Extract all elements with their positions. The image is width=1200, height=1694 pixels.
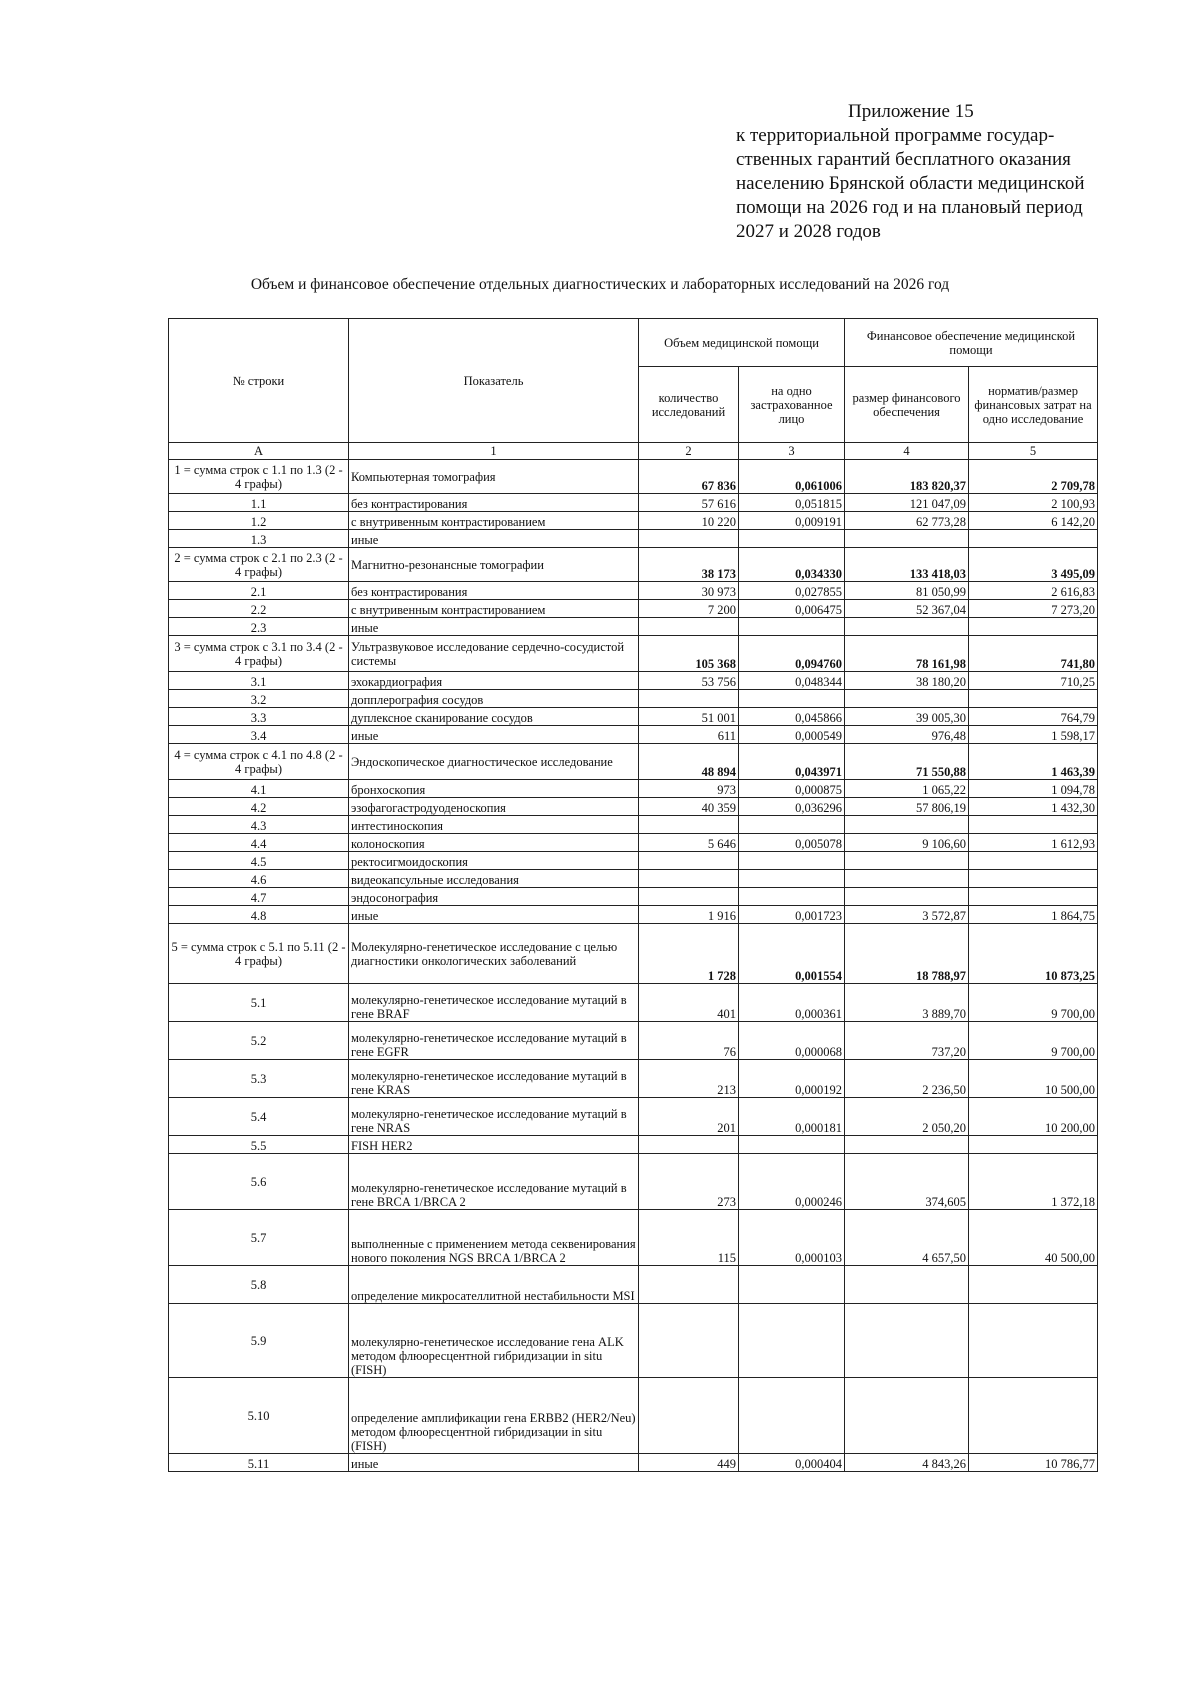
norm-cost-cell — [969, 690, 1098, 708]
indicator-cell: молекулярно-генетическое исследование мутаций в гене BRAF — [349, 984, 639, 1022]
count-cell: 76 — [639, 1022, 739, 1060]
table-row — [169, 924, 1098, 984]
row-number-cell: 5.1 — [169, 984, 349, 1022]
per-insured-cell — [739, 1304, 845, 1378]
row-number-cell: 1.1 — [169, 494, 349, 512]
norm-cost-cell — [969, 618, 1098, 636]
finance-size-cell: 976,48 — [845, 726, 969, 744]
row-number-cell: 4.7 — [169, 888, 349, 906]
per-insured-cell — [739, 1136, 845, 1154]
norm-cost-cell: 1 864,75 — [969, 906, 1098, 924]
indicator-cell: без контрастирования — [349, 494, 639, 512]
header-indicator: Показатель — [349, 319, 639, 443]
table-row — [169, 1060, 1098, 1098]
indicator-cell: молекулярно-генетическое исследование мутаций в гене EGFR — [349, 1022, 639, 1060]
per-insured-cell: 0,000192 — [739, 1060, 845, 1098]
table-row — [169, 1304, 1098, 1378]
count-cell: 5 646 — [639, 834, 739, 852]
count-cell — [639, 816, 739, 834]
finance-size-cell — [845, 690, 969, 708]
finance-size-cell — [845, 870, 969, 888]
row-number-cell: 1 = сумма строк с 1.1 по 1.3 (2 - 4 графы) — [169, 460, 349, 494]
count-cell — [639, 530, 739, 548]
row-number-cell: 4.4 — [169, 834, 349, 852]
appendix-line: населению Брянской области медицинской — [736, 173, 1085, 194]
norm-cost-cell: 1 432,30 — [969, 798, 1098, 816]
row-number-cell: 4.6 — [169, 870, 349, 888]
indicator-cell: Молекулярно-генетическое исследование с целью диагностики онкологических заболеваний — [349, 924, 639, 984]
count-cell — [639, 1266, 739, 1304]
table-row — [169, 636, 1098, 672]
row-number-cell: 5.8 — [169, 1266, 349, 1304]
count-cell: 57 616 — [639, 494, 739, 512]
norm-cost-cell: 7 273,20 — [969, 600, 1098, 618]
appendix-line: 2027 и 2028 годов — [736, 221, 881, 242]
finance-size-cell — [845, 530, 969, 548]
finance-size-cell: 133 418,03 — [845, 548, 969, 582]
indicator-cell: выполненные с применением метода секвенирования нового поколения NGS BRCA 1/BRCA 2 — [349, 1210, 639, 1266]
indicator-cell: иные — [349, 530, 639, 548]
column-number: 2 — [639, 443, 739, 460]
row-number-cell: 5.10 — [169, 1378, 349, 1454]
table-row — [169, 1098, 1098, 1136]
count-cell — [639, 870, 739, 888]
header-volume-group: Объем медицинской помощи — [639, 319, 845, 367]
table-row — [169, 1210, 1098, 1266]
per-insured-cell — [739, 870, 845, 888]
appendix-line: Приложение 15 — [848, 101, 974, 122]
per-insured-cell — [739, 888, 845, 906]
data-table — [168, 318, 1098, 1472]
per-insured-cell: 0,001723 — [739, 906, 845, 924]
table-row — [169, 744, 1098, 780]
indicator-cell: колоноскопия — [349, 834, 639, 852]
indicator-cell: молекулярно-генетическое исследование мутаций в гене NRAS — [349, 1098, 639, 1136]
per-insured-cell: 0,000549 — [739, 726, 845, 744]
per-insured-cell: 0,043971 — [739, 744, 845, 780]
table-row — [169, 690, 1098, 708]
table-row — [169, 798, 1098, 816]
per-insured-cell — [739, 816, 845, 834]
table-row — [169, 1266, 1098, 1304]
norm-cost-cell: 2 100,93 — [969, 494, 1098, 512]
row-number-cell: 5.7 — [169, 1210, 349, 1266]
column-numbers-row — [169, 443, 1098, 460]
per-insured-cell — [739, 690, 845, 708]
indicator-cell: иные — [349, 618, 639, 636]
row-number-cell: 4.2 — [169, 798, 349, 816]
count-cell: 105 368 — [639, 636, 739, 672]
header-count: количество исследований — [639, 367, 739, 443]
finance-size-cell — [845, 618, 969, 636]
indicator-cell: FISH HER2 — [349, 1136, 639, 1154]
per-insured-cell: 0,036296 — [739, 798, 845, 816]
row-number-cell: 3.4 — [169, 726, 349, 744]
norm-cost-cell — [969, 1304, 1098, 1378]
norm-cost-cell: 40 500,00 — [969, 1210, 1098, 1266]
header-finance-size: размер финансового обеспечения — [845, 367, 969, 443]
count-cell — [639, 690, 739, 708]
table-row — [169, 816, 1098, 834]
per-insured-cell — [739, 530, 845, 548]
indicator-cell: без контрастирования — [349, 582, 639, 600]
column-number: 5 — [969, 443, 1098, 460]
column-number: 3 — [739, 443, 845, 460]
per-insured-cell: 0,051815 — [739, 494, 845, 512]
finance-size-cell — [845, 852, 969, 870]
header-row-no: № строки — [169, 319, 349, 443]
row-number-cell: 5.5 — [169, 1136, 349, 1154]
appendix-block — [736, 100, 1136, 244]
finance-size-cell: 78 161,98 — [845, 636, 969, 672]
finance-size-cell — [845, 816, 969, 834]
norm-cost-cell: 10 786,77 — [969, 1454, 1098, 1472]
count-cell — [639, 1304, 739, 1378]
per-insured-cell: 0,000103 — [739, 1210, 845, 1266]
finance-size-cell — [845, 1266, 969, 1304]
count-cell: 449 — [639, 1454, 739, 1472]
indicator-cell: иные — [349, 906, 639, 924]
table-row — [169, 834, 1098, 852]
finance-size-cell — [845, 1136, 969, 1154]
indicator-cell: определение микросателлитной нестабильности MSI — [349, 1266, 639, 1304]
row-number-cell: 2.3 — [169, 618, 349, 636]
indicator-cell: определение амплификации гена ERBB2 (HER2/Neu) методом флюоресцентной гибридизации in situ (FISH) — [349, 1378, 639, 1454]
per-insured-cell: 0,005078 — [739, 834, 845, 852]
norm-cost-cell: 10 200,00 — [969, 1098, 1098, 1136]
count-cell: 48 894 — [639, 744, 739, 780]
count-cell: 213 — [639, 1060, 739, 1098]
row-number-cell: 3.2 — [169, 690, 349, 708]
count-cell — [639, 1136, 739, 1154]
finance-size-cell: 737,20 — [845, 1022, 969, 1060]
count-cell: 401 — [639, 984, 739, 1022]
table-row — [169, 906, 1098, 924]
count-cell: 38 173 — [639, 548, 739, 582]
norm-cost-cell: 741,80 — [969, 636, 1098, 672]
count-cell: 1 728 — [639, 924, 739, 984]
table-row — [169, 780, 1098, 798]
finance-size-cell — [845, 1378, 969, 1454]
indicator-cell: с внутривенным контрастированием — [349, 600, 639, 618]
row-number-cell: 3.1 — [169, 672, 349, 690]
count-cell: 201 — [639, 1098, 739, 1136]
norm-cost-cell — [969, 852, 1098, 870]
per-insured-cell: 0,009191 — [739, 512, 845, 530]
row-number-cell: 3.3 — [169, 708, 349, 726]
finance-size-cell: 62 773,28 — [845, 512, 969, 530]
indicator-cell: видеокапсульные исследования — [349, 870, 639, 888]
per-insured-cell — [739, 618, 845, 636]
indicator-cell: эндосонография — [349, 888, 639, 906]
table-row — [169, 600, 1098, 618]
count-cell: 273 — [639, 1154, 739, 1210]
finance-size-cell: 3 572,87 — [845, 906, 969, 924]
finance-size-cell — [845, 888, 969, 906]
row-number-cell: 5.11 — [169, 1454, 349, 1472]
indicator-cell: Компьютерная томография — [349, 460, 639, 494]
row-number-cell: 5.4 — [169, 1098, 349, 1136]
column-number: 1 — [349, 443, 639, 460]
header-finance-group: Финансовое обеспечение медицинской помощи — [845, 319, 1098, 367]
per-insured-cell: 0,094760 — [739, 636, 845, 672]
appendix-line: помощи на 2026 год и на плановый период — [736, 197, 1083, 218]
per-insured-cell: 0,006475 — [739, 600, 845, 618]
finance-size-cell — [845, 1304, 969, 1378]
table-row — [169, 708, 1098, 726]
per-insured-cell — [739, 1266, 845, 1304]
row-number-cell: 4.1 — [169, 780, 349, 798]
count-cell: 40 359 — [639, 798, 739, 816]
row-number-cell: 4.5 — [169, 852, 349, 870]
finance-size-cell: 121 047,09 — [845, 494, 969, 512]
row-number-cell: 4.3 — [169, 816, 349, 834]
norm-cost-cell — [969, 870, 1098, 888]
finance-size-cell: 71 550,88 — [845, 744, 969, 780]
table-row — [169, 530, 1098, 548]
indicator-cell: иные — [349, 726, 639, 744]
document-title: Объем и финансовое обеспечение отдельных диагностических и лабораторных исследований на 2026 год — [250, 276, 950, 293]
count-cell — [639, 852, 739, 870]
finance-size-cell: 1 065,22 — [845, 780, 969, 798]
appendix-line: к территориальной программе государ- — [736, 125, 1055, 146]
row-number-cell: 5.9 — [169, 1304, 349, 1378]
header-per-insured: на одно застрахованное лицо — [739, 367, 845, 443]
table-row — [169, 548, 1098, 582]
finance-size-cell: 374,605 — [845, 1154, 969, 1210]
finance-size-cell: 2 236,50 — [845, 1060, 969, 1098]
table-row — [169, 852, 1098, 870]
norm-cost-cell: 9 700,00 — [969, 984, 1098, 1022]
table-row — [169, 1154, 1098, 1210]
per-insured-cell: 0,045866 — [739, 708, 845, 726]
norm-cost-cell: 10 873,25 — [969, 924, 1098, 984]
indicator-cell: ректосигмоидоскопия — [349, 852, 639, 870]
finance-size-cell: 52 367,04 — [845, 600, 969, 618]
count-cell: 1 916 — [639, 906, 739, 924]
norm-cost-cell: 2 616,83 — [969, 582, 1098, 600]
indicator-cell: Ультразвуковое исследование сердечно-сосудистой системы — [349, 636, 639, 672]
row-number-cell: 4 = сумма строк с 4.1 по 4.8 (2 - 4 графы) — [169, 744, 349, 780]
count-cell: 30 973 — [639, 582, 739, 600]
norm-cost-cell: 1 598,17 — [969, 726, 1098, 744]
row-number-cell: 2 = сумма строк с 2.1 по 2.3 (2 - 4 графы) — [169, 548, 349, 582]
table-row — [169, 870, 1098, 888]
row-number-cell: 1.3 — [169, 530, 349, 548]
row-number-cell: 5 = сумма строк с 5.1 по 5.11 (2 - 4 графы) — [169, 924, 349, 984]
norm-cost-cell: 710,25 — [969, 672, 1098, 690]
table-row — [169, 1022, 1098, 1060]
norm-cost-cell: 10 500,00 — [969, 1060, 1098, 1098]
column-number: А — [169, 443, 349, 460]
table-row — [169, 460, 1098, 494]
finance-size-cell: 4 657,50 — [845, 1210, 969, 1266]
norm-cost-cell — [969, 1266, 1098, 1304]
per-insured-cell: 0,000246 — [739, 1154, 845, 1210]
norm-cost-cell — [969, 816, 1098, 834]
finance-size-cell: 183 820,37 — [845, 460, 969, 494]
norm-cost-cell: 2 709,78 — [969, 460, 1098, 494]
row-number-cell: 5.3 — [169, 1060, 349, 1098]
per-insured-cell: 0,061006 — [739, 460, 845, 494]
indicator-cell: эхокардиография — [349, 672, 639, 690]
table-row — [169, 726, 1098, 744]
row-number-cell: 3 = сумма строк с 3.1 по 3.4 (2 - 4 графы) — [169, 636, 349, 672]
per-insured-cell: 0,048344 — [739, 672, 845, 690]
finance-size-cell: 39 005,30 — [845, 708, 969, 726]
norm-cost-cell — [969, 1136, 1098, 1154]
finance-size-cell: 2 050,20 — [845, 1098, 969, 1136]
indicator-cell: молекулярно-генетическое исследование мутаций в гене BRCA 1/BRCA 2 — [349, 1154, 639, 1210]
per-insured-cell — [739, 852, 845, 870]
norm-cost-cell — [969, 530, 1098, 548]
table-row — [169, 1136, 1098, 1154]
count-cell: 611 — [639, 726, 739, 744]
column-number: 4 — [845, 443, 969, 460]
row-number-cell: 2.1 — [169, 582, 349, 600]
finance-size-cell: 81 050,99 — [845, 582, 969, 600]
count-cell: 10 220 — [639, 512, 739, 530]
finance-size-cell: 57 806,19 — [845, 798, 969, 816]
table-row — [169, 494, 1098, 512]
row-number-cell: 1.2 — [169, 512, 349, 530]
count-cell: 7 200 — [639, 600, 739, 618]
count-cell: 53 756 — [639, 672, 739, 690]
count-cell: 51 001 — [639, 708, 739, 726]
indicator-cell: дуплексное сканирование сосудов — [349, 708, 639, 726]
row-number-cell: 5.2 — [169, 1022, 349, 1060]
norm-cost-cell: 1 094,78 — [969, 780, 1098, 798]
count-cell: 115 — [639, 1210, 739, 1266]
per-insured-cell: 0,000068 — [739, 1022, 845, 1060]
per-insured-cell — [739, 1378, 845, 1454]
norm-cost-cell: 6 142,20 — [969, 512, 1098, 530]
norm-cost-cell — [969, 1378, 1098, 1454]
per-insured-cell: 0,027855 — [739, 582, 845, 600]
per-insured-cell: 0,000404 — [739, 1454, 845, 1472]
table-row — [169, 1378, 1098, 1454]
per-insured-cell: 0,000875 — [739, 780, 845, 798]
norm-cost-cell: 764,79 — [969, 708, 1098, 726]
header-norm-cost: норматив/размер финансовых затрат на одно исследование — [969, 367, 1098, 443]
indicator-cell: иные — [349, 1454, 639, 1472]
table-row — [169, 984, 1098, 1022]
indicator-cell: Магнитно-резонансные томографии — [349, 548, 639, 582]
table-row — [169, 888, 1098, 906]
per-insured-cell: 0,000181 — [739, 1098, 845, 1136]
count-cell: 67 836 — [639, 460, 739, 494]
norm-cost-cell: 9 700,00 — [969, 1022, 1098, 1060]
indicator-cell: молекулярно-генетическое исследование мутаций в гене KRAS — [349, 1060, 639, 1098]
per-insured-cell: 0,034330 — [739, 548, 845, 582]
indicator-cell: с внутривенным контрастированием — [349, 512, 639, 530]
norm-cost-cell: 1 463,39 — [969, 744, 1098, 780]
appendix-line: ственных гарантий бесплатного оказания — [736, 149, 1071, 170]
count-cell — [639, 1378, 739, 1454]
count-cell — [639, 888, 739, 906]
row-number-cell: 2.2 — [169, 600, 349, 618]
table-row — [169, 512, 1098, 530]
per-insured-cell: 0,001554 — [739, 924, 845, 984]
finance-size-cell: 18 788,97 — [845, 924, 969, 984]
per-insured-cell: 0,000361 — [739, 984, 845, 1022]
indicator-cell: Эндоскопическое диагностическое исследование — [349, 744, 639, 780]
table-row — [169, 618, 1098, 636]
table-row — [169, 1454, 1098, 1472]
finance-size-cell: 4 843,26 — [845, 1454, 969, 1472]
norm-cost-cell: 1 612,93 — [969, 834, 1098, 852]
indicator-cell: интестиноскопия — [349, 816, 639, 834]
row-number-cell: 4.8 — [169, 906, 349, 924]
finance-size-cell: 3 889,70 — [845, 984, 969, 1022]
norm-cost-cell — [969, 888, 1098, 906]
count-cell: 973 — [639, 780, 739, 798]
count-cell — [639, 618, 739, 636]
indicator-cell: бронхоскопия — [349, 780, 639, 798]
row-number-cell: 5.6 — [169, 1154, 349, 1210]
norm-cost-cell: 3 495,09 — [969, 548, 1098, 582]
indicator-cell: допплерография сосудов — [349, 690, 639, 708]
finance-size-cell: 9 106,60 — [845, 834, 969, 852]
indicator-cell: эзофагогастродуоденоскопия — [349, 798, 639, 816]
indicator-cell: молекулярно-генетическое исследование гена ALK методом флюоресцентной гибридизации in situ (FISH) — [349, 1304, 639, 1378]
finance-size-cell: 38 180,20 — [845, 672, 969, 690]
table-row — [169, 672, 1098, 690]
table-row — [169, 582, 1098, 600]
norm-cost-cell: 1 372,18 — [969, 1154, 1098, 1210]
